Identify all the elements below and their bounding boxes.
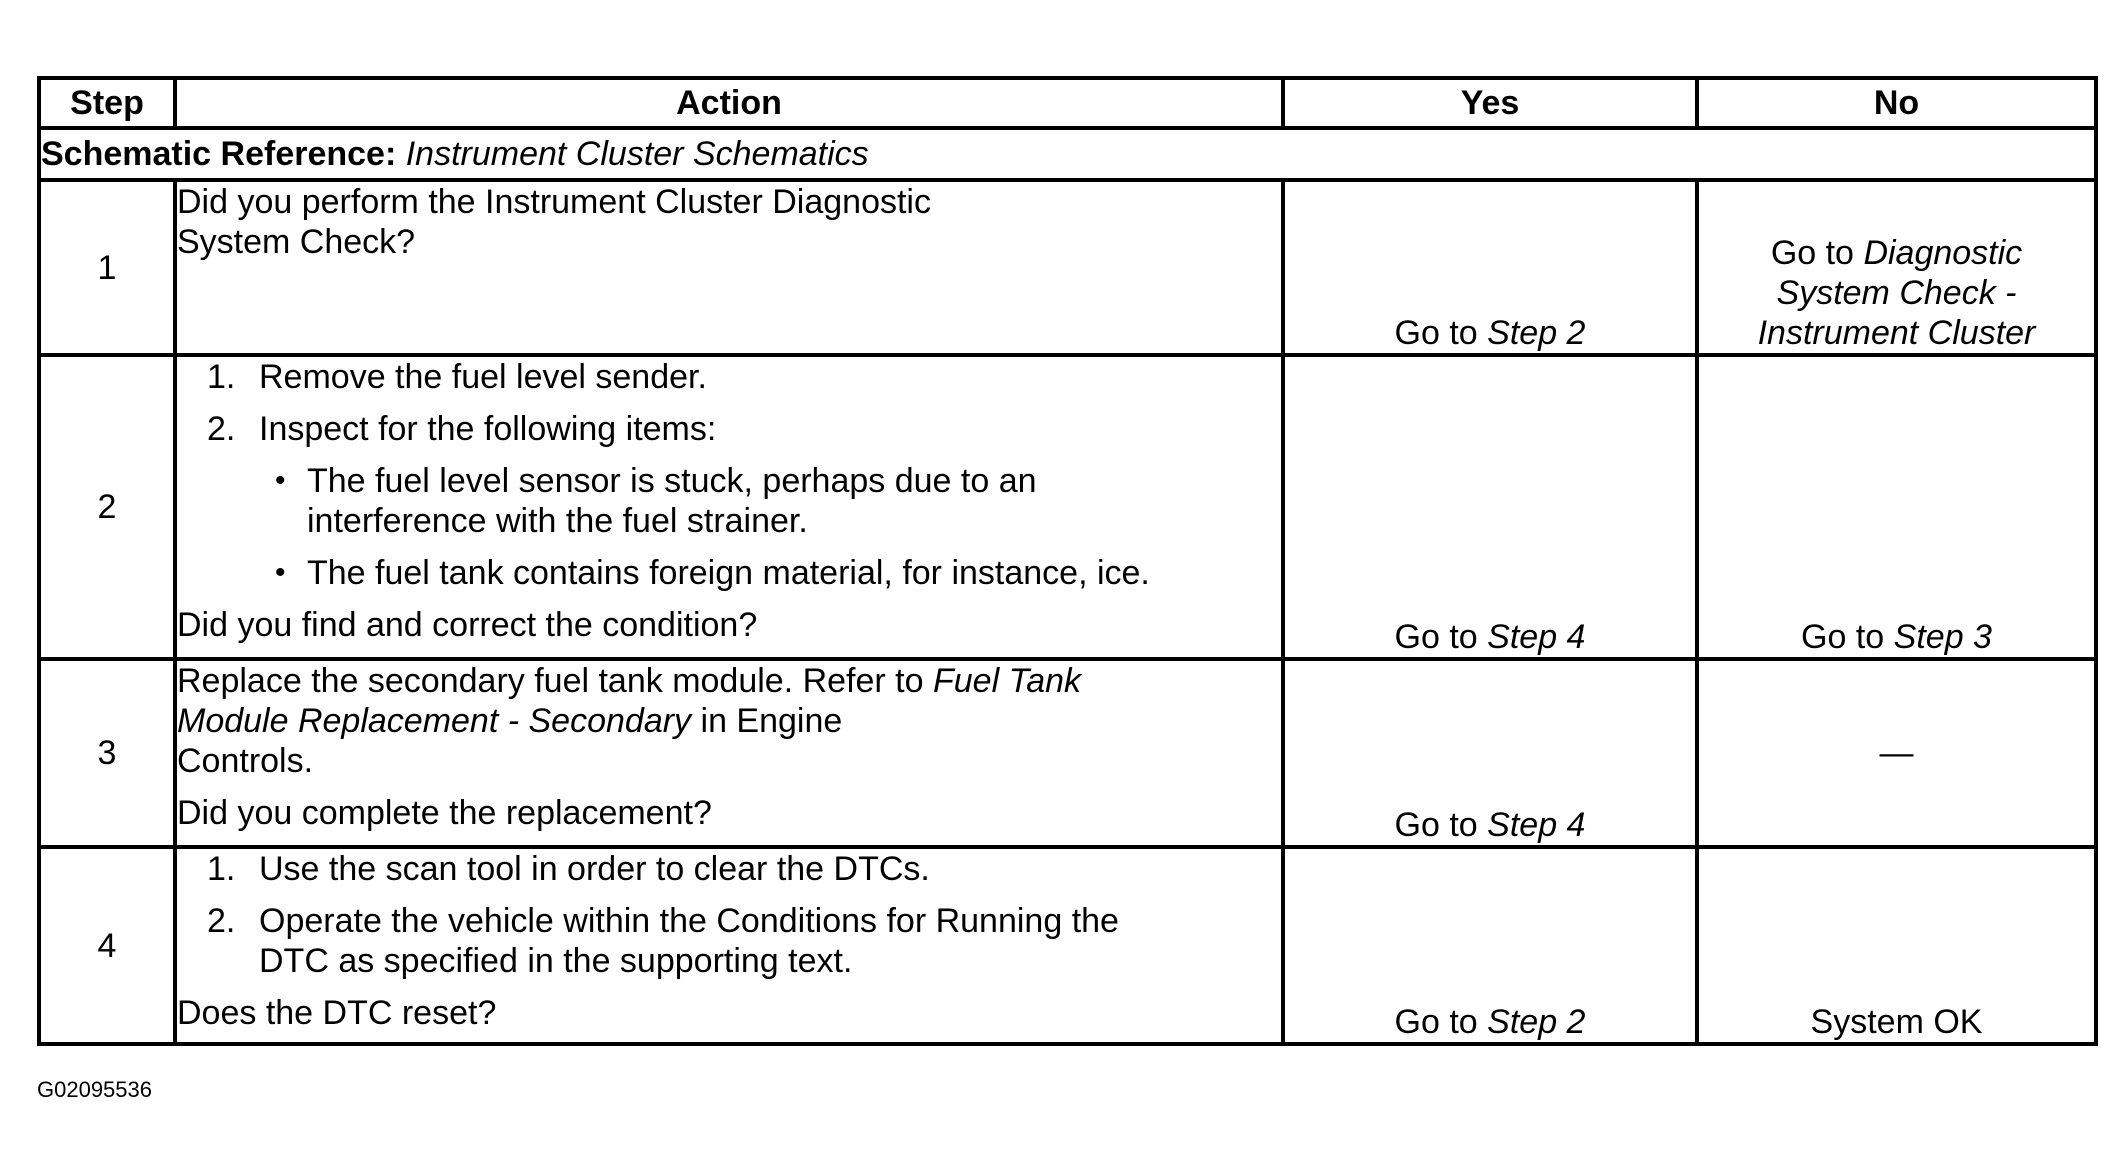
action-cell [175, 659, 1283, 847]
yes-step-link[interactable]: Step 2 [1487, 314, 1586, 352]
table-row [39, 847, 2096, 1044]
yes-step-link[interactable]: Step 2 [1487, 1003, 1586, 1041]
action-text: System Check? [177, 223, 416, 261]
yes-prefix: Go to [1394, 1003, 1478, 1041]
yes-prefix: Go to [1394, 618, 1478, 656]
step-number: 3 [39, 659, 175, 847]
action-cell [175, 847, 1283, 1044]
action-text: in Engine [700, 702, 843, 740]
reference-link[interactable]: Module Replacement - Secondary [177, 702, 692, 740]
no-prefix: Go to [1770, 234, 1854, 272]
action-text: Replace the secondary fuel tank module. Refer to [177, 662, 924, 700]
bullet-item: • The fuel tank contains foreign material, for instance, ice. [275, 554, 1150, 592]
schematic-reference-row [39, 128, 2096, 180]
action-text: Did you perform the Instrument Cluster Diagnostic [177, 183, 931, 221]
header-no: No [1697, 78, 2096, 128]
table-row [39, 355, 2096, 659]
action-question: Does the DTC reset? [177, 994, 497, 1032]
bullet-icon: • [275, 464, 286, 497]
action-question: Did you complete the replacement? [177, 794, 712, 832]
no-cell [1697, 355, 2096, 659]
numbered-item: 2. Operate the vehicle within the Conditions for Running the DTC as specified in the supporting text. [207, 902, 1119, 980]
no-link[interactable]: Instrument Cluster [1757, 314, 2036, 352]
schematic-reference-link[interactable]: Instrument Cluster Schematics [405, 135, 869, 173]
bullet-item: • The fuel level sensor is stuck, perhaps due to an interference with the fuel strainer. [275, 462, 1037, 540]
yes-cell [1283, 180, 1697, 355]
no-prefix: Go to [1801, 618, 1885, 656]
step-number: 2 [39, 355, 175, 659]
table-row [39, 659, 2096, 847]
numbered-item: 2. Inspect for the following items: [207, 410, 717, 448]
yes-cell [1283, 659, 1697, 847]
header-action: Action [175, 78, 1283, 128]
yes-prefix: Go to [1394, 806, 1478, 844]
yes-step-link[interactable]: Step 4 [1487, 806, 1586, 844]
table-row [39, 180, 2096, 355]
header-step: Step [39, 78, 175, 128]
action-text: Controls. [177, 742, 314, 780]
yes-cell [1283, 847, 1697, 1044]
header-row [39, 78, 2096, 128]
no-link[interactable]: Diagnostic [1863, 234, 2023, 272]
action-cell [175, 355, 1283, 659]
step-number: 4 [39, 847, 175, 1044]
figure-id: G02095536 [37, 1077, 152, 1102]
bullet-icon: • [275, 556, 286, 589]
yes-step-link[interactable]: Step 4 [1487, 618, 1586, 656]
schematic-reference-label: Schematic Reference: [41, 135, 397, 173]
schematic-reference [39, 128, 2096, 180]
step-number: 1 [39, 180, 175, 355]
yes-prefix: Go to [1394, 314, 1478, 352]
action-question: Did you find and correct the condition? [177, 606, 758, 644]
yes-cell [1283, 355, 1697, 659]
no-cell: — [1697, 659, 2096, 847]
numbered-item: 1. Use the scan tool in order to clear the DTCs. [207, 850, 930, 888]
action-cell [175, 180, 1283, 355]
header-yes: Yes [1283, 78, 1697, 128]
numbered-item: 1. Remove the fuel level sender. [207, 358, 707, 396]
no-link[interactable]: System Check - [1776, 274, 2017, 312]
reference-link[interactable]: Fuel Tank [933, 662, 1082, 700]
no-cell: System OK [1697, 847, 2096, 1044]
diagnostic-table [37, 76, 2098, 1046]
no-step-link[interactable]: Step 3 [1893, 618, 1992, 656]
no-cell [1697, 180, 2096, 355]
